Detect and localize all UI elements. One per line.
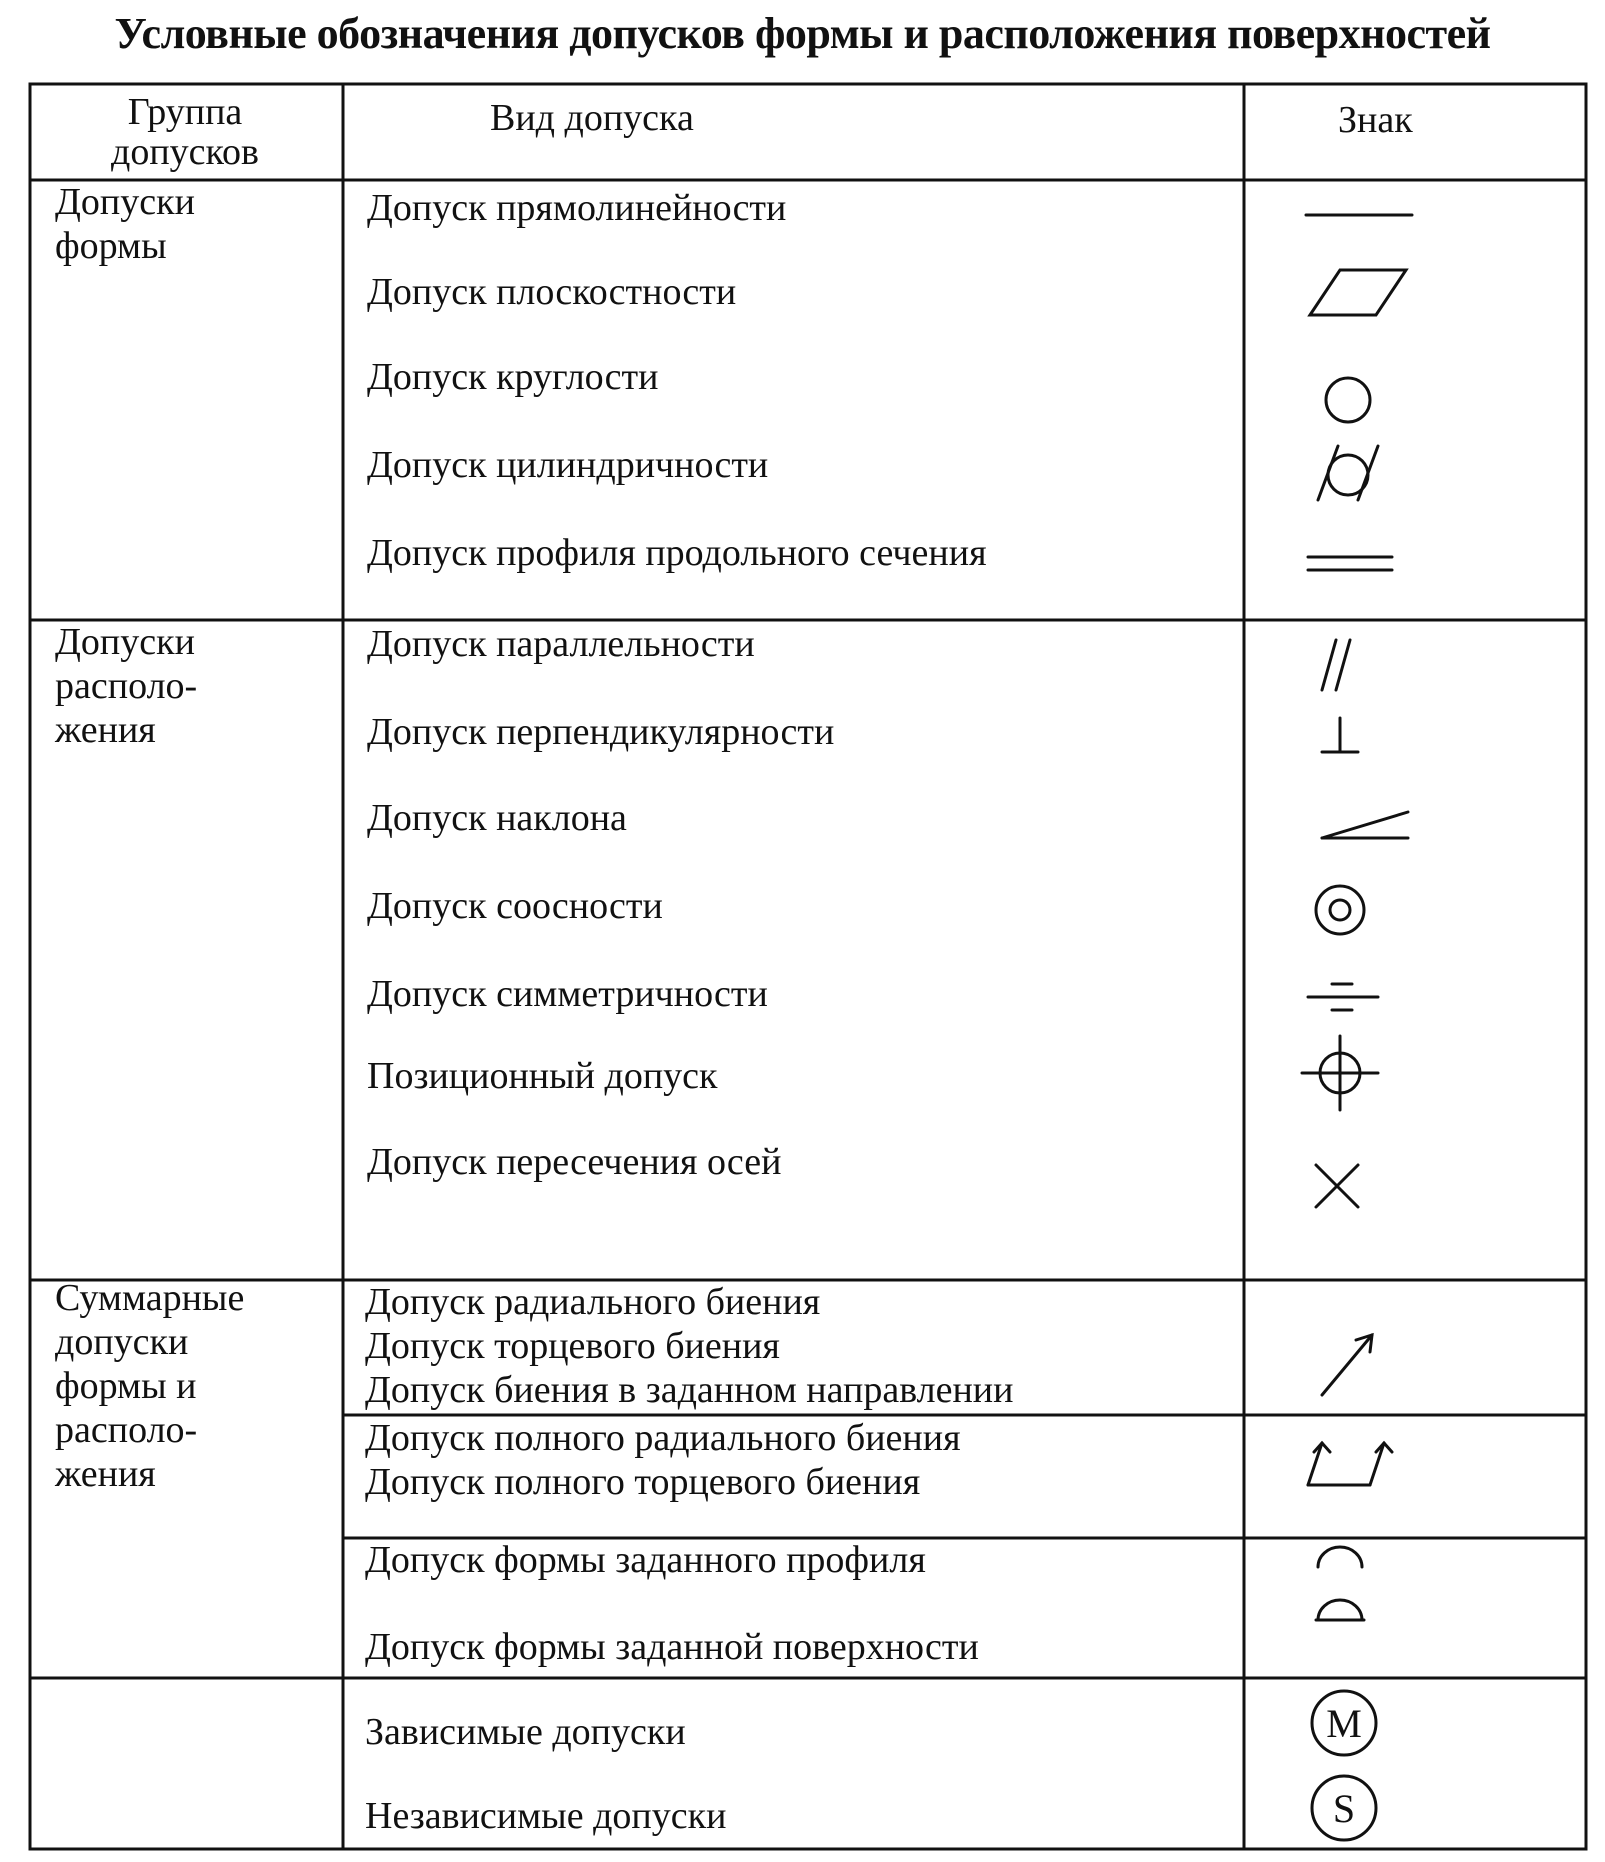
tolerance-label: Допуск плоскостности <box>367 271 737 313</box>
profile-of-surface-icon <box>1316 1600 1364 1620</box>
tolerance-label: Допуск симметричности <box>367 973 768 1015</box>
total-runout-icon <box>1308 1443 1392 1485</box>
group-name-location <box>55 620 197 752</box>
coaxiality-icon <box>1316 886 1364 934</box>
header-type: Вид допуска <box>490 97 694 139</box>
header-group-line-2: допусков <box>110 131 259 173</box>
runout-icon <box>1322 1335 1372 1395</box>
parallelism-icon <box>1322 640 1350 690</box>
tolerance-label: Допуск формы заданного профиля <box>365 1539 926 1581</box>
roundness-icon <box>1326 378 1370 422</box>
tolerance-label: Допуск профиля продольного сечения <box>367 532 987 574</box>
group-line: жения <box>55 1453 156 1495</box>
tolerance-label: Допуск круглости <box>367 356 659 398</box>
group-line: допуски <box>55 1321 189 1363</box>
tolerance-label: Допуск радиального биения <box>365 1281 821 1323</box>
tolerance-label: Независимые допуски <box>365 1795 727 1837</box>
table-outer-border <box>30 84 1586 1849</box>
profile-of-line-icon <box>1318 1547 1362 1567</box>
group-name-form <box>55 180 195 268</box>
group-line: Допуски <box>55 181 195 223</box>
page-title: Условные обозначения допусков формы и расположения поверхностей <box>114 9 1491 58</box>
perpendicularity-icon <box>1322 718 1358 752</box>
tolerance-label: Допуск торцевого биения <box>365 1325 780 1367</box>
group-line: жения <box>55 709 156 751</box>
tolerance-label: Допуск наклона <box>367 797 627 839</box>
circled-M-letter: M <box>1326 1701 1362 1746</box>
longitudinal-profile-icon <box>1308 557 1392 570</box>
tolerance-label: Допуск полного радиального биения <box>365 1417 961 1459</box>
tolerance-label: Допуск перпендикулярности <box>367 711 835 753</box>
group-line: Допуски <box>55 621 195 663</box>
header-group-line-1: Группа <box>127 91 243 133</box>
tolerance-label: Допуск соосности <box>367 885 663 927</box>
group-name-combined <box>55 1276 244 1496</box>
group-line: формы <box>55 225 167 267</box>
tolerance-label: Допуск параллельности <box>367 623 755 665</box>
position-icon <box>1302 1036 1378 1110</box>
group-line: располо- <box>55 665 198 707</box>
tolerance-label: Допуск биения в заданном направлении <box>365 1369 1014 1411</box>
group-line: Суммарные <box>55 1277 245 1319</box>
tolerance-label: Допуск пересечения осей <box>367 1141 782 1183</box>
tolerance-label: Допуск полного торцевого биения <box>365 1461 921 1503</box>
symmetry-icon <box>1308 984 1378 1010</box>
tolerance-label: Допуск цилиндричности <box>367 444 769 486</box>
axis-intersection-icon <box>1316 1165 1358 1207</box>
tolerance-label: Допуск формы заданной поверхности <box>365 1626 979 1668</box>
group-line: располо- <box>55 1409 198 1451</box>
circled-S-letter: S <box>1332 1786 1356 1831</box>
cylindricity-icon <box>1318 446 1378 500</box>
header-sign: Знак <box>1338 99 1413 141</box>
header-group-cell <box>55 90 315 174</box>
group-line: формы и <box>55 1365 197 1407</box>
flatness-icon <box>1310 270 1406 315</box>
tolerance-label: Допуск прямолинейности <box>367 187 787 229</box>
angularity-icon <box>1322 812 1408 838</box>
tolerance-label: Позиционный допуск <box>367 1055 718 1097</box>
tolerance-label: Зависимые допуски <box>365 1711 686 1753</box>
